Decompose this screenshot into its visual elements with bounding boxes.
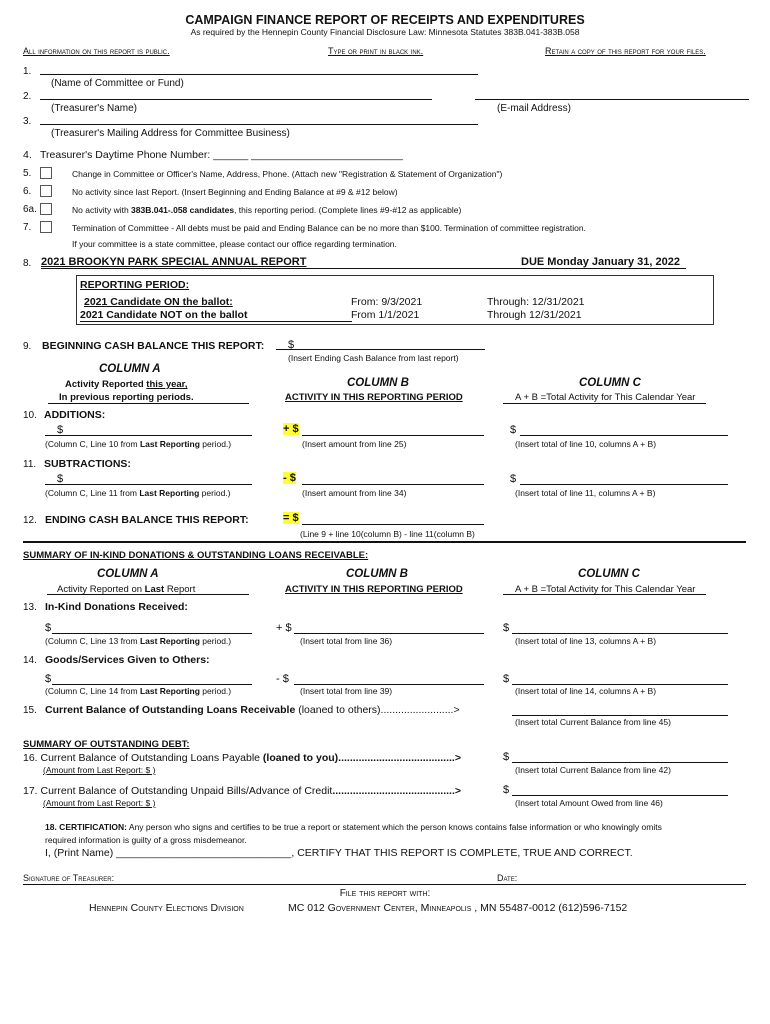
not-on-ballot-from: From 1/1/2021 bbox=[351, 309, 420, 321]
goods-given-b-note: (Insert total from line 39) bbox=[300, 686, 393, 696]
retain-note: Retain a copy of this report for your files. bbox=[545, 46, 706, 56]
beginning-balance-input[interactable] bbox=[276, 337, 485, 350]
beginning-balance-dollar: $ bbox=[288, 339, 295, 351]
in-kind-a-note bbox=[45, 636, 231, 646]
in-kind-a-note-end: period.) bbox=[199, 636, 232, 646]
loans-receivable-note: (Insert total Current Balance from line 45) bbox=[515, 717, 671, 727]
check-number-6: 6. bbox=[23, 186, 32, 197]
unpaid-bills-label-bold: ..........................................> bbox=[332, 785, 461, 797]
debt-summary-title: SUMMARY OF OUTSTANDING DEBT: bbox=[23, 739, 190, 750]
column-c-subtitle: A + B =Total Activity for This Calendar Year bbox=[515, 392, 696, 403]
date-label: Date: bbox=[497, 873, 518, 883]
loans-payable-previous: (Amount from Last Report: $ ) bbox=[43, 765, 156, 775]
email-label: (E-mail Address) bbox=[497, 103, 571, 114]
summary-a-sub-text: Activity Reported on bbox=[57, 584, 145, 595]
loans-payable-dollar: $ bbox=[503, 751, 510, 763]
mailing-address-label: (Treasurer's Mailing Address for Committee Business) bbox=[51, 128, 290, 139]
summary-column-c-underline bbox=[503, 594, 706, 595]
subtractions-c-note: (Insert total of line 11, columns A + B) bbox=[515, 488, 656, 498]
loans-payable-input[interactable] bbox=[512, 750, 728, 763]
summary-a-sub-bold: Last bbox=[144, 584, 165, 595]
additions-c-dollar: $ bbox=[510, 424, 517, 436]
phone-label: Treasurer's Daytime Phone Number: ______ __________________________ bbox=[40, 149, 403, 161]
in-kind-b-note: (Insert total from line 36) bbox=[300, 636, 393, 646]
column-b-subtitle: ACTIVITY IN THIS REPORTING PERIOD bbox=[285, 392, 463, 403]
subtractions-column-c-input[interactable] bbox=[520, 472, 728, 485]
check-label-termination: Termination of Committee - All debts must be paid and Ending Balance can be no more than $100. Termination of committee registration. bbox=[72, 223, 586, 233]
field-number-3: 3. bbox=[23, 116, 32, 127]
ink-note: Type or print in black ink. bbox=[328, 46, 424, 56]
summary-column-b-heading: COLUMN B bbox=[346, 568, 408, 580]
column-a-subtitle bbox=[65, 379, 188, 390]
additions-column-c-input[interactable] bbox=[520, 423, 728, 436]
treasurer-name-label: (Treasurer's Name) bbox=[51, 103, 137, 114]
report-title: 2021 BROOKYN PARK SPECIAL ANNUAL REPORT bbox=[41, 256, 307, 268]
subtractions-a-note-end: period.) bbox=[199, 488, 231, 498]
checkbox-termination[interactable] bbox=[40, 221, 52, 233]
in-kind-column-a-input[interactable] bbox=[52, 621, 252, 634]
certification-text bbox=[45, 822, 662, 832]
column-c-underline bbox=[503, 403, 706, 404]
check-label-no-activity: No activity since last Report. (Insert Beginning and Ending Balance at #9 & #12 below) bbox=[72, 187, 398, 197]
check-number-6a: 6a. bbox=[23, 204, 37, 215]
committee-name-input[interactable] bbox=[40, 62, 478, 75]
check-label-no-candidate-activity bbox=[72, 205, 461, 215]
section-number-14: 14. bbox=[23, 655, 37, 666]
in-kind-column-c-input[interactable] bbox=[512, 621, 728, 634]
in-kind-label: In-Kind Donations Received: bbox=[45, 601, 188, 613]
goods-given-a-note-text: (Column C, Line 14 from bbox=[45, 686, 140, 696]
additions-a-note bbox=[45, 439, 231, 449]
summary-column-a-underline bbox=[47, 594, 249, 595]
goods-given-a-dollar: $ bbox=[45, 673, 52, 685]
section-number-15: 15. bbox=[23, 705, 37, 716]
ending-balance-input[interactable] bbox=[302, 512, 484, 525]
beginning-balance-label: BEGINNING CASH BALANCE THIS REPORT: bbox=[42, 340, 265, 352]
treasurer-name-input[interactable] bbox=[40, 87, 432, 100]
loans-receivable-label-bold: Current Balance of Outstanding Loans Receivable bbox=[45, 704, 296, 716]
unpaid-bills-input[interactable] bbox=[512, 783, 728, 796]
file-with-label: File this report with: bbox=[339, 888, 431, 899]
additions-a-note-bold: Last Reporting bbox=[139, 439, 200, 449]
page-title: CAMPAIGN FINANCE REPORT OF RECEIPTS AND EXPENDITURES bbox=[185, 13, 585, 27]
column-a-subtitle-2: In previous reporting periods. bbox=[59, 392, 194, 403]
in-kind-c-note: (Insert total of line 13, columns A + B) bbox=[515, 636, 657, 646]
on-ballot-label: 2021 Candidate ON the ballot: bbox=[84, 296, 233, 308]
ending-balance-note: (Line 9 + line 10(column B) - line 11(column B) bbox=[300, 529, 475, 539]
goods-given-a-note-end: period.) bbox=[199, 686, 232, 696]
certification-text-2: required information is guilty of a gross misdemeanor. bbox=[45, 835, 247, 845]
public-note: All information on this report is public. bbox=[23, 46, 170, 56]
section-divider bbox=[23, 541, 746, 543]
in-kind-column-b-input[interactable] bbox=[294, 621, 484, 634]
goods-given-a-note bbox=[45, 686, 231, 696]
loans-payable-label bbox=[23, 752, 461, 764]
checkbox-no-candidate-activity[interactable] bbox=[40, 203, 52, 215]
unpaid-bills-dollar: $ bbox=[503, 784, 510, 796]
mailing-address-input[interactable] bbox=[40, 112, 478, 125]
additions-b-note: (Insert amount from line 25) bbox=[302, 439, 407, 449]
goods-given-column-a-input[interactable] bbox=[52, 672, 252, 685]
column-c-heading: COLUMN C bbox=[579, 377, 641, 389]
on-ballot-from: From: 9/3/2021 bbox=[351, 296, 423, 308]
loans-payable-label-bold: (loaned to you)........................................> bbox=[262, 752, 461, 764]
signature-label: Signature of Treasurer: bbox=[23, 873, 115, 883]
check-label-termination-note: If your committee is a state committee, please contact our office regarding termination. bbox=[72, 239, 397, 249]
not-on-ballot-through: Through 12/31/2021 bbox=[487, 309, 582, 321]
ending-balance-label: ENDING CASH BALANCE THIS REPORT: bbox=[45, 514, 249, 526]
not-on-ballot-underline bbox=[80, 321, 352, 322]
goods-given-label: Goods/Services Given to Others: bbox=[45, 654, 210, 666]
ending-balance-dollar: = $ bbox=[283, 512, 299, 524]
goods-given-column-c-input[interactable] bbox=[512, 672, 728, 685]
check-label-name-change: Change in Committee or Officer's Name, Address, Phone. (Attach new "Registration & Statement of Organization") bbox=[72, 169, 503, 179]
office-address: MC 012 Government Center, Minneapolis , MN 55487-0012 (612)596-7152 bbox=[288, 902, 628, 914]
section-number-11: 11. bbox=[23, 459, 37, 470]
email-input[interactable] bbox=[475, 87, 749, 100]
in-kind-a-note-text: (Column C, Line 13 from bbox=[45, 636, 140, 646]
unpaid-bills-previous: (Amount from Last Report: $ ) bbox=[43, 798, 156, 808]
in-kind-c-dollar: $ bbox=[503, 622, 510, 634]
in-kind-b-dollar: + $ bbox=[276, 622, 292, 634]
check-label-6a-statute: 383B.041-.058 candidates bbox=[131, 205, 235, 215]
column-a-sub-year: this year, bbox=[146, 379, 188, 390]
loans-receivable-label-rest: (loaned to others).........................> bbox=[295, 704, 460, 716]
column-b-heading: COLUMN B bbox=[347, 377, 409, 389]
report-title-underline bbox=[41, 268, 686, 269]
goods-given-column-b-input[interactable] bbox=[294, 672, 484, 685]
section-number-10: 10. bbox=[23, 410, 37, 421]
summary-column-c-subtitle: A + B =Total Activity for This Calendar Year bbox=[515, 584, 696, 595]
checkbox-no-activity[interactable] bbox=[40, 185, 52, 197]
unpaid-bills-label-text: 17. Current Balance of Outstanding Unpaid Bills/Advance of Credit bbox=[23, 785, 333, 797]
section-number-12: 12. bbox=[23, 515, 37, 526]
loans-receivable-label bbox=[45, 704, 460, 716]
certification-heading: 18. CERTIFICATION: bbox=[45, 822, 128, 832]
subtractions-a-dollar: $ bbox=[57, 473, 64, 485]
check-label-6a-part1: No activity with bbox=[72, 205, 132, 215]
certification-statement: I, (Print Name) ______________________________, CERTIFY THAT THIS REPORT IS COMPLETE, TRUE AND CORRECT. bbox=[45, 847, 633, 859]
committee-name-label: (Name of Committee or Fund) bbox=[51, 78, 184, 89]
reporting-period-label: REPORTING PERIOD: bbox=[80, 279, 190, 291]
goods-given-c-dollar: $ bbox=[503, 673, 510, 685]
summary-column-b-subtitle: ACTIVITY IN THIS REPORTING PERIOD bbox=[285, 584, 463, 595]
in-kind-a-dollar: $ bbox=[45, 622, 52, 634]
signature-line[interactable] bbox=[23, 884, 746, 885]
additions-label: ADDITIONS: bbox=[44, 409, 106, 421]
subtractions-c-dollar: $ bbox=[510, 473, 517, 485]
field-number-1: 1. bbox=[23, 66, 32, 77]
subtractions-column-b-input[interactable] bbox=[302, 472, 484, 485]
field-number-2: 2. bbox=[23, 91, 32, 102]
check-number-7: 7. bbox=[23, 222, 32, 233]
summary-a-sub-end: Report bbox=[164, 584, 196, 595]
subtractions-b-note: (Insert amount from line 34) bbox=[302, 488, 407, 498]
subtractions-a-note-text: (Column C, Line 11 from bbox=[45, 488, 140, 498]
summary-column-c-heading: COLUMN C bbox=[578, 568, 640, 580]
subtractions-column-a-input[interactable] bbox=[45, 472, 252, 485]
subtractions-b-dollar: - $ bbox=[283, 472, 296, 484]
beginning-balance-note: (Insert Ending Cash Balance from last report) bbox=[288, 353, 459, 363]
goods-given-c-note: (Insert total of line 14, columns A + B) bbox=[515, 686, 657, 696]
in-kind-a-note-bold: Last Reporting bbox=[139, 636, 200, 646]
check-number-5: 5. bbox=[23, 168, 32, 179]
loans-receivable-input[interactable] bbox=[512, 703, 728, 716]
loans-payable-note: (Insert total Current Balance from line 42) bbox=[515, 765, 671, 775]
section-number-9: 9. bbox=[23, 341, 32, 352]
subtractions-label: SUBTRACTIONS: bbox=[44, 458, 131, 470]
unpaid-bills-label bbox=[23, 785, 461, 797]
additions-a-dollar: $ bbox=[57, 424, 64, 436]
goods-given-b-dollar: - $ bbox=[276, 673, 289, 685]
summary-title: SUMMARY OF IN-KIND DONATIONS & OUTSTANDING LOANS RECEIVABLE: bbox=[23, 550, 369, 561]
field-number-4: 4. bbox=[23, 149, 32, 161]
page-subtitle: As required by the Hennepin County Financial Disclosure Law: Minnesota Statutes 383B.041-383B.058 bbox=[190, 27, 580, 37]
section-number-13: 13. bbox=[23, 602, 37, 613]
column-a-underline bbox=[48, 403, 249, 404]
unpaid-bills-note: (Insert total Amount Owed from line 46) bbox=[515, 798, 663, 808]
check-label-6a-part2: , this reporting period. (Complete lines #9-#12 as applicable) bbox=[234, 205, 462, 215]
on-ballot-through: Through: 12/31/2021 bbox=[487, 296, 585, 308]
subtractions-a-note bbox=[45, 488, 231, 498]
section-number-8: 8. bbox=[23, 258, 32, 269]
additions-c-note: (Insert total of line 10, columns A + B) bbox=[515, 439, 657, 449]
summary-column-a-heading: COLUMN A bbox=[97, 568, 159, 580]
goods-given-a-note-bold: Last Reporting bbox=[139, 686, 200, 696]
column-a-sub-text: Activity Reported bbox=[65, 379, 147, 390]
checkbox-name-change[interactable] bbox=[40, 167, 52, 179]
office-name: Hennepin County Elections Division bbox=[89, 902, 244, 914]
column-a-heading: COLUMN A bbox=[99, 363, 161, 375]
additions-a-note-text: (Column C, Line 10 from bbox=[45, 439, 140, 449]
additions-b-dollar: + $ bbox=[283, 423, 299, 435]
additions-column-b-input[interactable] bbox=[302, 423, 484, 436]
additions-a-note-end: period.) bbox=[199, 439, 232, 449]
due-date: DUE Monday January 31, 2022 bbox=[521, 256, 680, 268]
certification-text-1: Any person who signs and certifies to be true a report or statement which the person knows contains false information or who knowingly omits bbox=[127, 822, 662, 832]
subtractions-a-note-bold: Last Reporting bbox=[139, 488, 200, 498]
not-on-ballot-label: 2021 Candidate NOT on the ballot bbox=[80, 309, 248, 321]
additions-column-a-input[interactable] bbox=[45, 423, 252, 436]
loans-payable-label-text: 16. Current Balance of Outstanding Loans Payable bbox=[23, 752, 263, 764]
